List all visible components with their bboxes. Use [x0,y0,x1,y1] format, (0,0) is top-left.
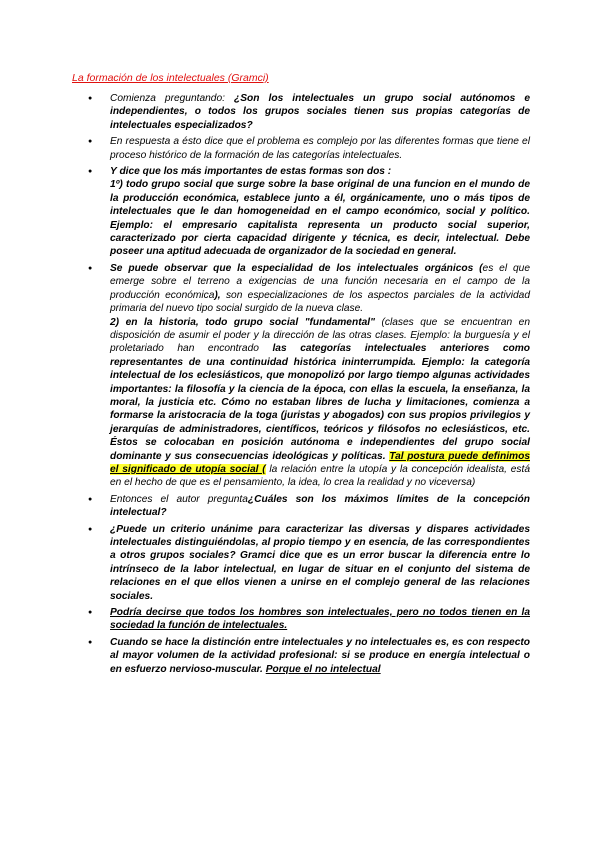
list-item [86,493,530,520]
list-item [86,262,530,490]
bullet-list [86,92,530,679]
second-form-bold: las categorías intelectuales anteriores como representantes de una continuidad histórica ininterrumpida. Ejemplo: la categoría intelectual de los eclesiásticos, que monopolizó por largo tiempo algunas actividades importantes: la filosofía y la ciencia de la época, con ellas la escuela, la enseñanza, la moral, la justicia etc. Cómo no estaban libres de lucha y limitaciones, comienza a formarse la aristocracia de la toga (juristas y abogados) con sus propios privilegios y jerarquías de administradores, científicos, teóricos y filósofos no eclesiásticos, etc. Éstos se colocaban en posición autónoma e independientes del grupo social dominante y sus consecuencias ideológicas y políticas. [110,343,530,462]
second-form-title: 2) en la historia, todo grupo social "fundamental" [110,316,375,328]
list-item [86,135,530,162]
item-text: En respuesta a ésto dice que el problema es complejo por las diferentes formas que tiene el proceso histórico de la formación de las categorías intelectuales. [110,136,530,161]
list-item [86,92,530,132]
item-question: ¿Cuáles son los máximos límites de la concepción intelectual? [110,493,530,519]
list-item [86,636,530,676]
item-lead: Entonces el autor pregunta [110,493,248,505]
item-part-d: son especializaciones de los aspectos parciales de la actividad primaria del nuevo tipo social surgido de la nueva clase. [110,289,530,315]
highlighted-text: Tal postura puede definimos el significado de utopía social ( [110,450,530,475]
list-item [86,165,530,259]
item-underlined: Porque el no intelectual [265,663,381,675]
item-lead: Comienza preguntando: [110,93,235,104]
document-title: La formación de los intelectuales (Gramci) [72,72,269,84]
item-part-b: es el que emerge sobre el terreno a exigencias de una función necesaria en el campo de la producción económica [110,262,530,301]
item-part-a: Se puede observar que la especialidad de los intelectuales orgánicos ( [110,262,483,274]
item-first-form: 1º) todo grupo social que surge sobre la base original de una funcion en el mundo de la producción económica, establece junto a él, orgánicamente, uno o más tipos de intelectuales que le dan homogeneidad en el campo económico, social y político. Ejemplo: el empresario capitalista representa un producto social superior, caracterizado por cierta capacidad dirigente y técnica, es decir, intelectual. Debe poseer una aptitud adecuada de organizador de la sociedad en general. [110,179,530,258]
item-text: ¿Puede un criterio unánime para caracterizar las diversas y dispares actividades intelectuales distinguiéndolas, al propio tiempo y en esencia, de las correspondientes a otros grupos sociales? Gramci dice que es un error buscar la diferencia entre lo intrínseco de la labor intelectual, en lugar de situar en el conjunto del sistema de relaciones en el que ellos vienen a unirse en el complejo general de las relaciones sociales. [110,523,530,602]
list-item [86,606,530,633]
second-form-tail: la relación entre la utopía y la concepción idealista, está en el hecho de que es el pensamiento, la idea, lo crea la realidad y no viceversa) [110,463,530,489]
item-text: Podría decirse que todos los hombres son intelectuales, pero no todos tienen en la sociedad la función de intelectuales. [110,607,530,632]
item-text: Cuando se hace la distinción entre intelectuales y no intelectuales es, es con respecto al mayor volumen de la actividad profesional: si se produce en energía intelectual o en esfuerzo nervioso-muscular. [110,636,530,675]
item-question: ¿Son los intelectuales un grupo social autónomos e independientes, o todos los grupos sociales tienen sus propias categorías de intelectuales especializados? [110,93,530,131]
item-intro: ● Y dice que los más importantes de estas formas son dos : [110,166,392,178]
list-item [86,523,530,603]
second-form-plain: (clases que se encuentran en disposición de asumir el poder y la dirección de las otras clases. Ejemplo: la burguesía y el proletariado han encontrado [110,316,530,355]
item-part-c: ), [214,289,221,301]
